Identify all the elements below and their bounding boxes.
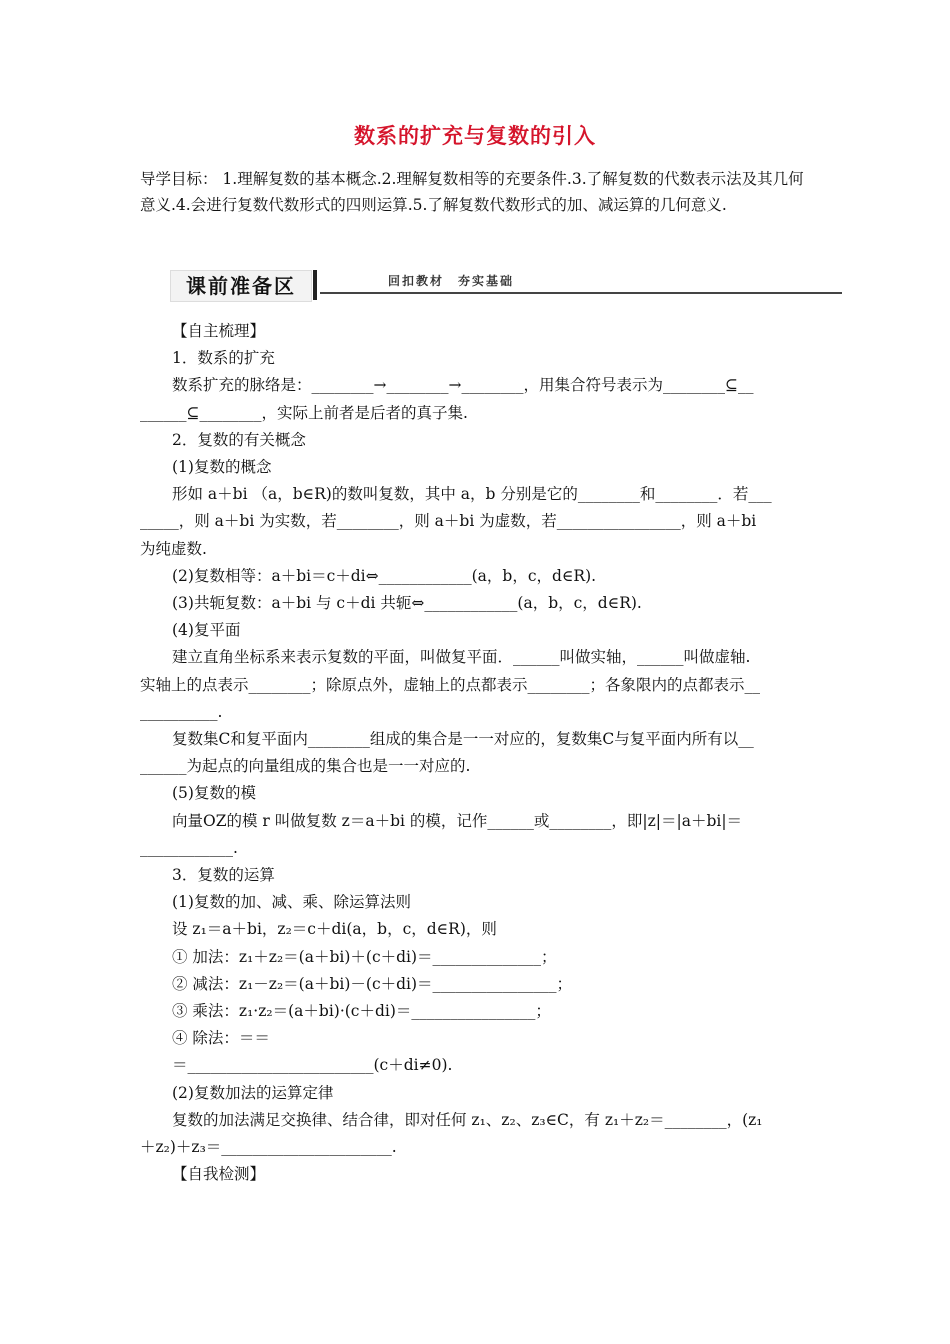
text-line: ＝________________________(c＋di≠0). [172,1056,453,1075]
text-line: ＋z₂)＋z₃＝______________________. [140,1138,397,1156]
section-banner [170,268,842,304]
text-line: ______⊆________，实际上前者是后者的真子集. [140,403,468,422]
text-line: 【自主梳理】 [172,322,266,340]
text-line: __________. [140,702,223,721]
text-line: 形如 a＋bi （a，b∈R)的数叫复数，其中 a，b 分别是它的________和________．若___ [172,485,772,504]
banner-subtitle: 回扣教材 夯实基础 [388,274,515,288]
text-line: ④ 除法：＝＝ [172,1029,270,1048]
text-line: (1)复数的概念 [172,458,272,476]
text-line: _____，则 a＋bi 为实数，若________，则 a＋bi 为虚数，若________________，则 a＋bi [140,512,757,531]
text-line: 向量OZ的模 r 叫做复数 z＝a＋bi 的模，记作______或________，即|z|＝|a＋bi|＝ [172,811,743,830]
text-line: (2)复数加法的运算定律 [172,1083,334,1102]
text-line: 复数集C和复平面内________组成的集合是一一对应的，复数集C与复平面内所有以__ [172,730,754,748]
text-line: 为纯虚数. [140,539,207,558]
page-title: 数系的扩充与复数的引入 [354,123,596,148]
banner-rule [320,292,842,294]
text-line: 1．数系的扩充 [172,349,275,368]
text-line: (3)共轭复数：a＋bi 与 c＋di 共轭⇔____________(a，b，c，d∈R). [172,594,642,612]
text-line: (1)复数的加、减、乘、除运算法则 [172,893,411,912]
text-line: ____________. [140,838,238,857]
text-line: ③ 乘法：z₁·z₂＝(a＋bi)·(c＋di)＝________________； [172,1002,551,1020]
learning-objectives: 导学目标： 1.理解复数的基本概念.2.理解复数相等的充要条件.3.了解复数的代数表示法及其几何意义.4.会进行复数代数形式的四则运算.5.了解复数代数形式的加、减运算的几何意义. [140,170,804,214]
text-line: 实轴上的点表示________；除原点外，虚轴上的点都表示________；各象限内的点都表示__ [140,675,761,694]
text-line: 2．复数的有关概念 [172,430,306,449]
text-line: 3．复数的运算 [172,866,275,884]
text-line: 数系扩充的脉络是：________→________→________，用集合符号表示为________⊆__ [172,376,754,395]
text-line: 复数的加法满足交换律、结合律，即对任何 z₁、z₂、z₃∈C，有 z₁＋z₂＝________，(z₁ [172,1110,763,1129]
text-line: ② 减法：z₁－z₂＝(a＋bi)－(c＋di)＝________________； [172,974,573,993]
text-line: ______为起点的向量组成的集合也是一一对应的. [140,757,471,776]
text-line: (4)复平面 [172,621,241,640]
text-line: ① 加法：z₁＋z₂＝(a＋bi)＋(c＋di)＝______________； [172,947,557,966]
banner-label: 课前准备区 [170,270,312,302]
text-line: (5)复数的模 [172,784,256,803]
text-line: (2)复数相等：a＋bi＝c＋di⇔____________(a，b，c，d∈R). [172,566,597,585]
text-line: 设 z₁＝a＋bi，z₂＝c＋di(a，b，c，d∈R)，则 [172,920,497,939]
text-line: 【自我检测】 [172,1165,266,1184]
text-line: 建立直角坐标系来表示复数的平面，叫做复平面．______叫做实轴，______叫做虚轴. [172,648,751,667]
banner-divider [313,270,317,300]
